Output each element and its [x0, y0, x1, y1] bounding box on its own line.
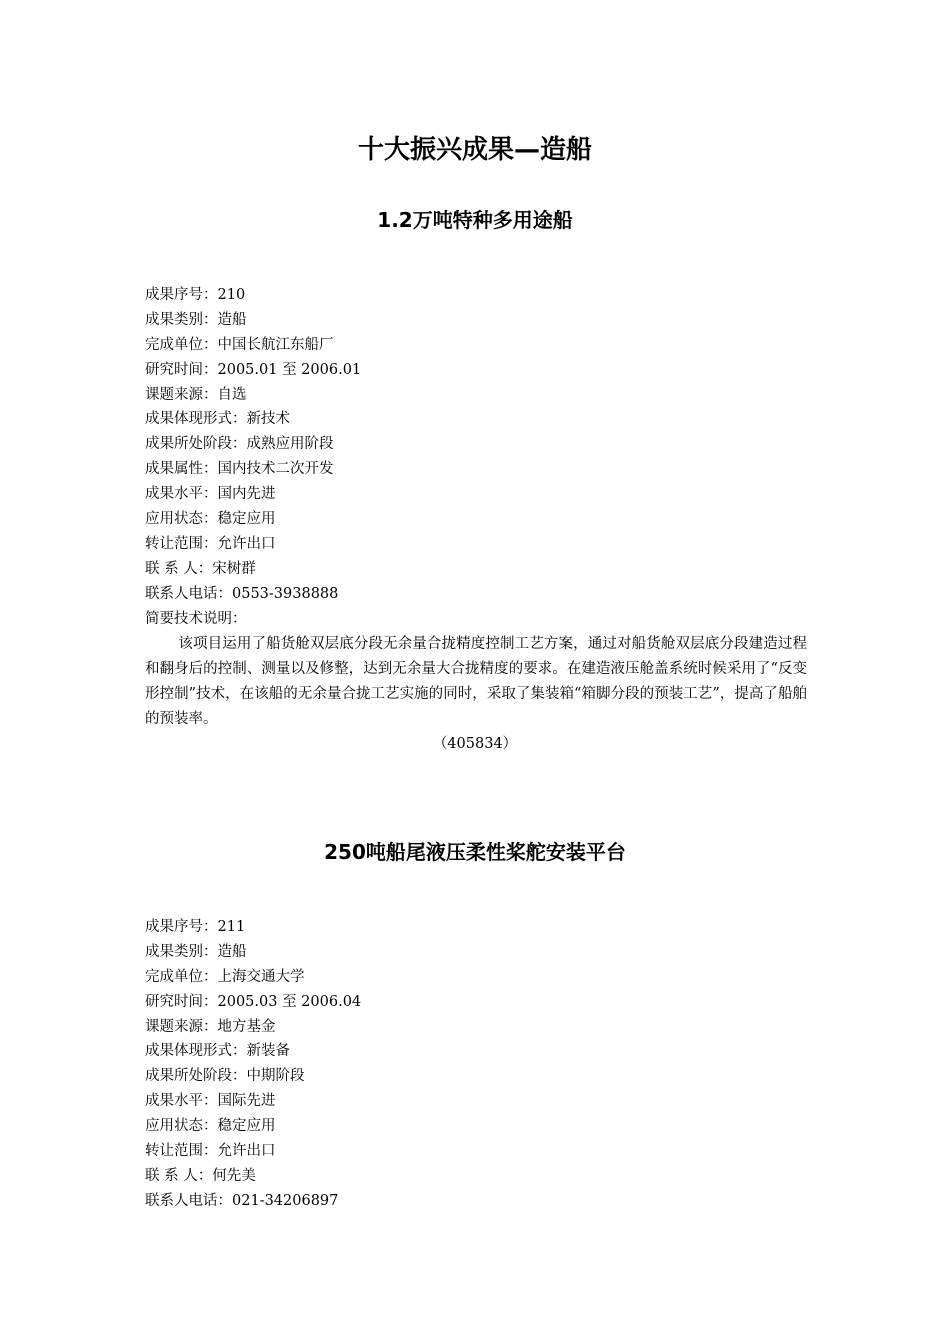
field-research-period: 研究时间：2005.01 至 2006.01: [145, 361, 362, 378]
field-result-level: 成果水平：国际先进: [145, 1093, 276, 1110]
section-title-2: 250吨船尾液压柔性桨舵安装平台: [324, 840, 626, 864]
field-contact-phone: 联系人电话：0553-3938888: [145, 585, 339, 602]
field-result-category: 成果类别：造船: [145, 311, 247, 328]
field-contact-person: 联 系 人：何先美: [145, 1167, 256, 1184]
field-result-attribute: 成果属性：国内技术二次开发: [145, 461, 334, 478]
field-application-status: 应用状态：稳定应用: [145, 1118, 276, 1135]
field-result-form: 成果体现形式：新技术: [145, 411, 290, 428]
section-1-description: 该项目运用了船货舱双层底分段无余量合拢精度控制工艺方案，通过对船货舱双层底分段建造过程和翻身后的控制、测量以及修整，达到无余量大合拢精度的要求。在建造液压舱盖系统时候采用了“反变形控制”技术，在该船的无余量合拢工艺实施的同时，采取了集装箱“箱脚分段的预装工艺”，提高了船舶的预装率。: [145, 636, 807, 727]
field-result-number: 成果序号：211: [145, 919, 246, 935]
section-1-code: （405834）: [432, 736, 518, 752]
field-transfer-scope: 转让范围：允许出口: [145, 535, 276, 552]
field-application-status: 应用状态：稳定应用: [145, 511, 276, 528]
field-result-level: 成果水平：国内先进: [145, 486, 276, 503]
section-2-fields: [145, 915, 810, 1214]
field-result-number: 成果序号：210: [145, 287, 246, 303]
section-1-fields: [145, 283, 810, 631]
field-research-period: 研究时间：2005.03 至 2006.04: [145, 993, 362, 1010]
field-completing-unit: 完成单位：中国长航江东船厂: [145, 336, 334, 353]
field-result-form: 成果体现形式：新装备: [145, 1043, 290, 1060]
field-completing-unit: 完成单位：上海交通大学: [145, 968, 305, 985]
field-project-source: 课题来源：自选: [145, 386, 247, 403]
field-result-stage: 成果所处阶段：中期阶段: [145, 1068, 305, 1085]
field-contact-person: 联 系 人：宋树群: [145, 560, 256, 577]
section-title-1: 1.2万吨特种多用途船: [377, 208, 573, 232]
document-title: 十大振兴成果—造船: [357, 135, 592, 165]
field-tech-summary-label: 简要技术说明：: [145, 610, 247, 627]
field-result-category: 成果类别：造船: [145, 943, 247, 960]
field-result-stage: 成果所处阶段：成熟应用阶段: [145, 436, 334, 453]
field-contact-phone: 联系人电话：021-34206897: [145, 1192, 339, 1209]
field-project-source: 课题来源：地方基金: [145, 1018, 276, 1035]
field-transfer-scope: 转让范围：允许出口: [145, 1143, 276, 1160]
